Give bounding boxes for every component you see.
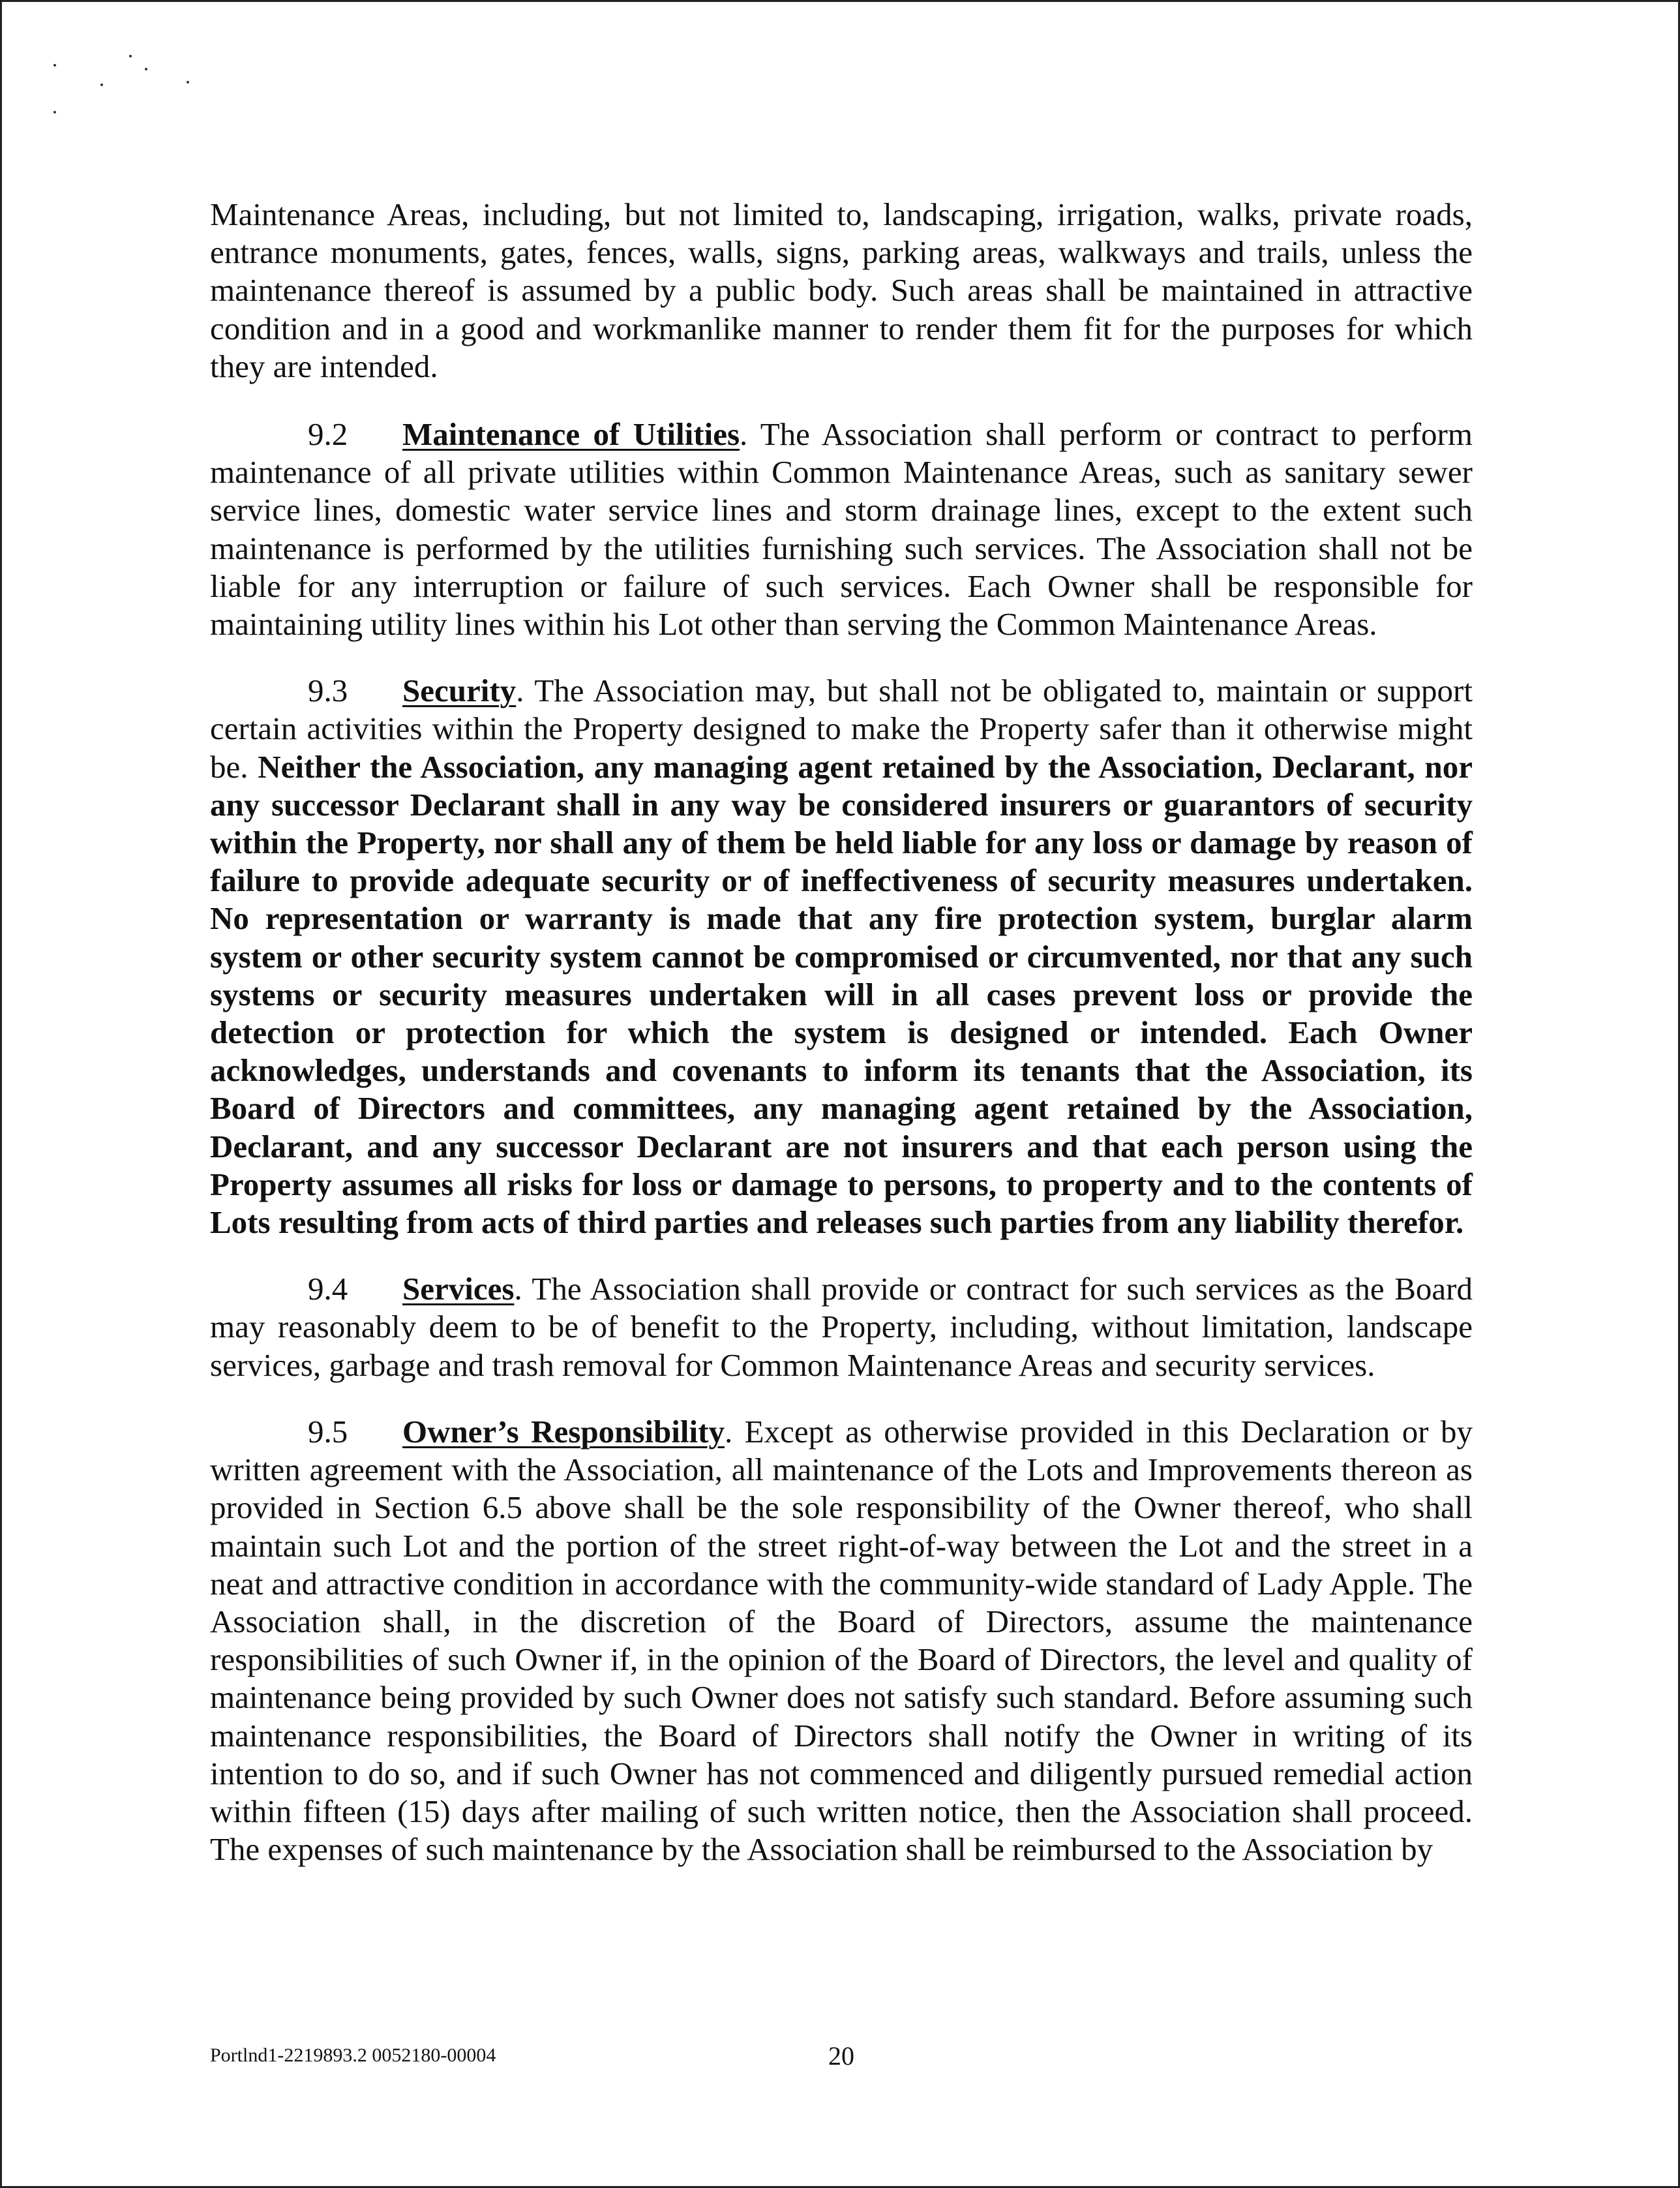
section-text: . The Association shall perform or contract to perform maintenance of all private utilities within Common Maintenance Areas, such as sanitary sewer service lines, domestic water service lines and storm drainage lines, except to the extent such maintenance is performed by the utilities furnishing such services. The Association shall not be liable for any interruption or failure of such services. Each Owner shall be responsible for maintaining utility lines within his Lot other than serving the Common Maintenance Areas. bbox=[210, 416, 1473, 643]
section-9-3 bbox=[210, 672, 1473, 1241]
scan-speck bbox=[145, 68, 147, 70]
section-title: Services bbox=[402, 1271, 515, 1307]
scan-speck bbox=[187, 81, 189, 84]
section-bold-disclaimer: Neither the Association, any managing agent retained by the Association, Declarant, nor any successor Declarant shall in any way be considered insurers or guarantors of security within the Property, nor shall any of them be held liable for any loss or damage by reason of failure to provide adequate security or of ineffectiveness of security measures undertaken. No representation or warranty is made that any fire protection system, burglar alarm system or other security system cannot be compromised or circumvented, nor that any such systems or security measures undertaken will in all cases prevent loss or provide the detection or protection for which the system is designed or intended. Each Owner acknowledges, understands and covenants to inform its tenants that the Association, its Board of Directors and committees, any managing agent retained by the Association, Declarant, and any successor Declarant are not insurers and that each person using the Property assumes all risks for loss or damage to persons, to property and to the contents of Lots resulting from acts of third parties and releases such parties from any liability therefor. bbox=[210, 748, 1473, 1241]
section-9-5 bbox=[210, 1413, 1473, 1868]
section-number: 9.3 bbox=[308, 673, 348, 709]
section-number: 9.2 bbox=[308, 416, 348, 453]
footer-document-id: Portlnd1-2219893.2 0052180-00004 bbox=[210, 2044, 496, 2066]
section-text: . Except as otherwise provided in this Declaration or by written agreement with the Association, all maintenance of the Lots and Improvements thereon as provided in Section 6.5 above shall be the sole responsibility of the Owner thereof, who shall maintain such Lot and the portion of the street right-of-way between the Lot and the street in a neat and attractive condition in accordance with the community-wide standard of Lady Apple. The Association shall, in the discretion of the Board of Directors, assume the maintenance responsibilities of such Owner if, in the opinion of the Board of Directors, the level and quality of maintenance being provided by such Owner does not satisfy such standard. Before assuming such maintenance responsibilities, the Board of Directors shall notify the Owner in writing of its intention to do so, and if such Owner has not commenced and diligently pursued remedial action within fifteen (15) days after mailing of such written notice, then the Association shall proceed. The expenses of such maintenance by the Association shall be reimbursed to the Association by bbox=[210, 1413, 1473, 1868]
section-text: . The Association shall provide or contract for such services as the Board may reasonably deem to be of benefit to the Property, including, without limitation, landscape services, garbage and trash removal for Common Maintenance Areas and security services. bbox=[210, 1271, 1473, 1383]
document-body bbox=[210, 196, 1473, 1897]
continued-paragraph-text: Maintenance Areas, including, but not limited to, landscaping, irrigation, walks, private roads, entrance monuments, gates, fences, walls, signs, parking areas, walkways and trails, unless the maintenance thereof is assumed by a public body. Such areas shall be maintained in attractive condition and in a good and workmanlike manner to render them fit for the purposes for which they are intended. bbox=[210, 196, 1473, 384]
section-title: Owner’s Responsibility bbox=[402, 1413, 725, 1450]
section-9-4 bbox=[210, 1270, 1473, 1384]
section-9-2 bbox=[210, 416, 1473, 643]
scan-speck bbox=[100, 84, 103, 86]
scan-speck bbox=[53, 111, 56, 114]
scan-speck bbox=[53, 64, 56, 67]
section-title: Security bbox=[402, 673, 517, 709]
footer-page-number: 20 bbox=[828, 2041, 854, 2071]
section-text: . The Association may, but shall not be obligated to, maintain or support certain activities within the Property designed to make the Property safer than it otherwise might be. bbox=[210, 673, 1473, 785]
section-number: 9.4 bbox=[308, 1271, 348, 1307]
continued-paragraph bbox=[210, 196, 1473, 386]
scan-speck bbox=[129, 55, 132, 57]
section-title: Maintenance of Utilities bbox=[402, 416, 740, 453]
section-number: 9.5 bbox=[308, 1413, 348, 1450]
